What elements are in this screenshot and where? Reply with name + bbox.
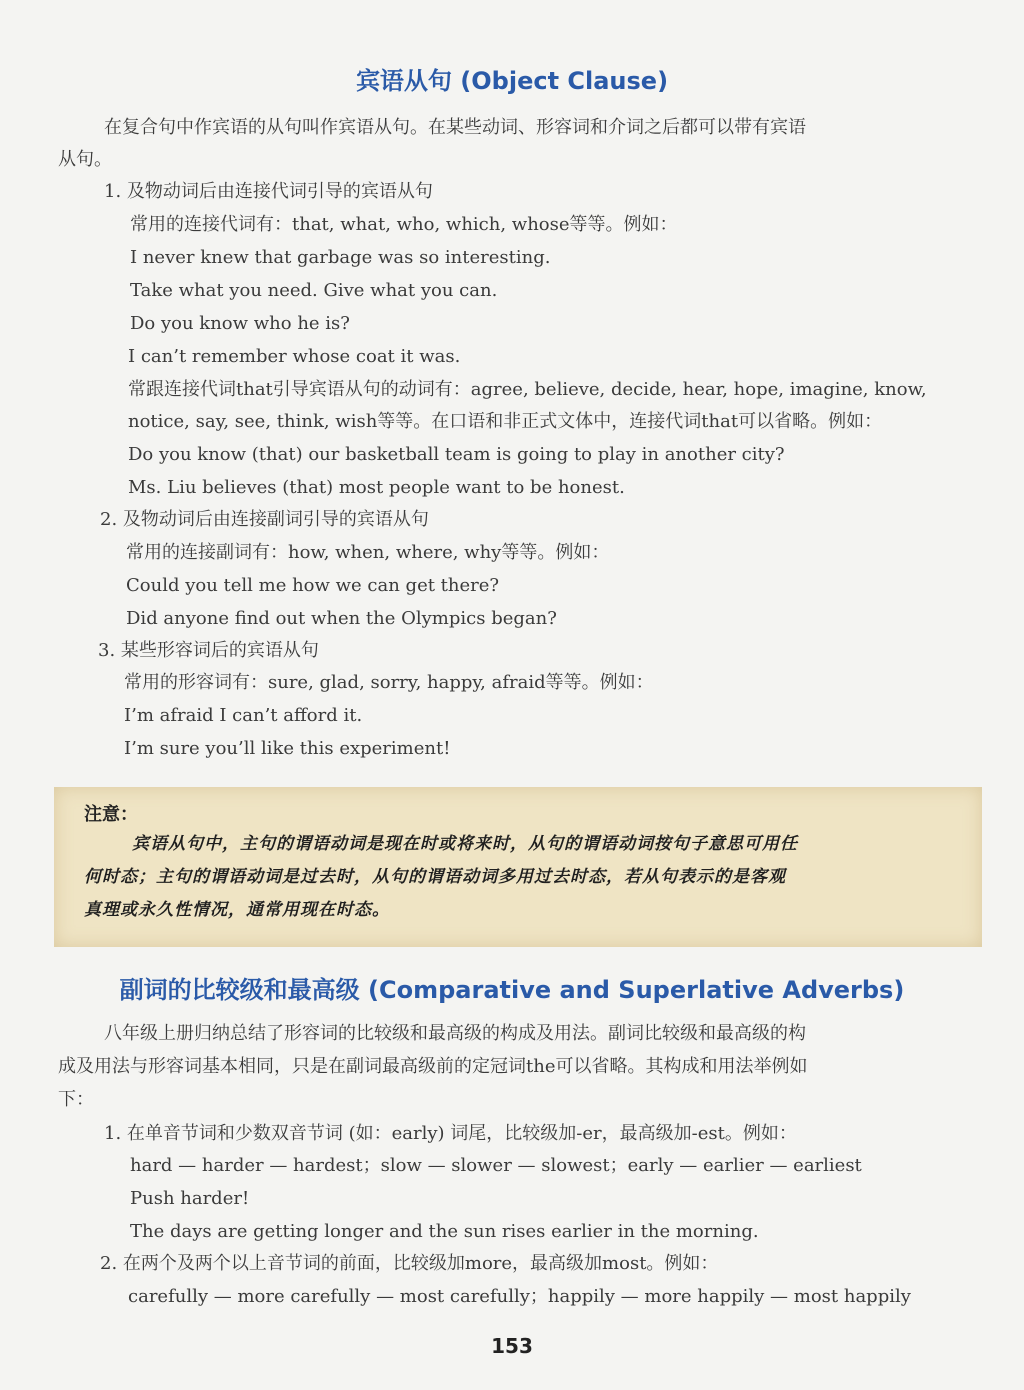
item-heading: 1. 及物动词后由连接代词引导的宾语从句: [104, 181, 433, 202]
example-sentence: The days are getting longer and the sun rises earlier in the morning.: [130, 1221, 759, 1242]
verbs-list: 常跟连接代词that引导宾语从句的动词有：agree, believe, decide, hear, hope, imagine, know,: [128, 379, 927, 400]
word-forms: hard — harder — hardest；slow — slower — slowest；early — earlier — earliest: [130, 1155, 862, 1176]
note-text: 何时态；主句的谓语动词是过去时，从句的谓语动词多用过去时态，若从句表示的是客观: [84, 867, 786, 887]
item-description: 常用的连接副词有：how, when, where, why等等。例如：: [126, 542, 610, 563]
note-label: 注意：: [84, 804, 138, 825]
example-sentence: I’m sure you’ll like this experiment!: [124, 738, 451, 759]
intro-text: 下：: [58, 1089, 94, 1110]
verbs-list: notice, say, see, think, wish等等。在口语和非正式文体中，连接代词that可以省略。例如：: [128, 411, 883, 432]
item-heading: 2. 在两个及两个以上音节词的前面，比较级加more，最高级加most。例如：: [100, 1253, 719, 1274]
page-number: 153: [491, 1334, 533, 1358]
intro-text: 从句。: [58, 149, 112, 170]
example-sentence: Could you tell me how we can get there?: [126, 575, 500, 596]
note-text: 宾语从句中，主句的谓语动词是现在时或将来时，从句的谓语动词按句子意思可用任: [132, 834, 798, 854]
section-title-adverbs: 副词的比较级和最高级 (Comparative and Superlative Adverbs): [119, 976, 905, 1004]
example-sentence: I never knew that garbage was so interesting.: [130, 247, 551, 268]
example-sentence: Did anyone find out when the Olympics began?: [126, 608, 557, 629]
example-sentence: Push harder!: [130, 1188, 250, 1209]
example-sentence: Do you know (that) our basketball team is going to play in another city?: [128, 444, 785, 465]
item-heading: 3. 某些形容词后的宾语从句: [98, 640, 319, 661]
example-sentence: Take what you need. Give what you can.: [130, 280, 498, 301]
note-text: 真理或永久性情况，通常用现在时态。: [84, 900, 390, 920]
intro-text: 在复合句中作宾语的从句叫作宾语从句。在某些动词、形容词和介词之后都可以带有宾语: [104, 117, 806, 138]
example-sentence: I’m afraid I can’t afford it.: [124, 705, 363, 726]
example-sentence: Ms. Liu believes (that) most people want to be honest.: [128, 477, 625, 498]
word-forms: carefully — more carefully — most carefully；happily — more happily — most happily: [128, 1286, 911, 1307]
example-sentence: I can’t remember whose coat it was.: [128, 346, 461, 367]
intro-text: 成及用法与形容词基本相同，只是在副词最高级前的定冠词the可以省略。其构成和用法举例如: [58, 1056, 808, 1077]
item-description: 常用的形容词有：sure, glad, sorry, happy, afraid等等。例如：: [124, 672, 654, 693]
item-description: 常用的连接代词有：that, what, who, which, whose等等。例如：: [130, 214, 678, 235]
example-sentence: Do you know who he is?: [130, 313, 350, 334]
intro-text: 八年级上册归纳总结了形容词的比较级和最高级的构成及用法。副词比较级和最高级的构: [104, 1023, 806, 1044]
section-title-object-clause: 宾语从句 (Object Clause): [355, 67, 669, 95]
item-heading: 1. 在单音节词和少数双音节词 (如：early) 词尾，比较级加-er，最高级加-est。例如：: [104, 1123, 797, 1144]
item-heading: 2. 及物动词后由连接副词引导的宾语从句: [100, 509, 429, 530]
